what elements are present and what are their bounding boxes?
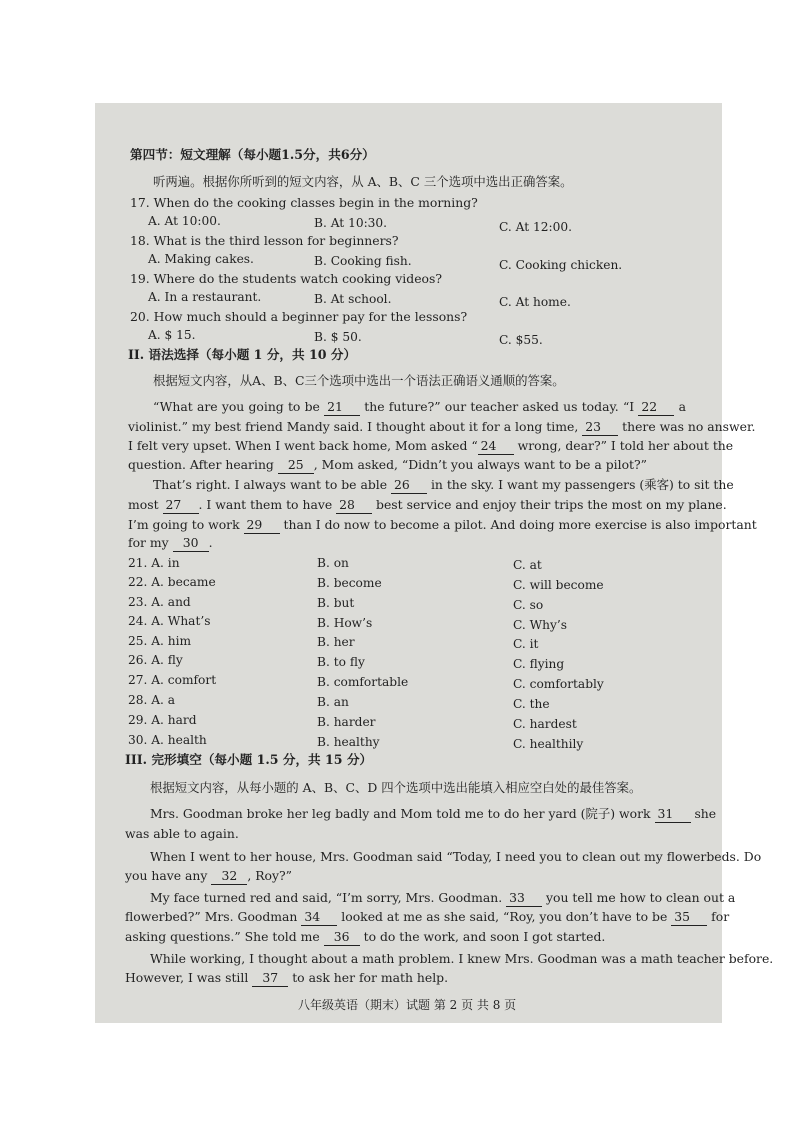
grammar-passage-line-2: violinist.” my best friend Mandy said. I thought about it for a long time, 23 there was no answer. [128,419,756,434]
option-23-c: C. so [513,598,544,612]
option-21-a: 21. A. in [128,556,180,570]
option-30-c: C. healthily [513,737,584,751]
question-17-option-a: A. At 10:00. [148,214,221,228]
option-21-b: B. on [317,556,349,570]
blank-33: 33 [506,890,542,907]
option-28-a: 28. A. a [128,693,176,707]
option-29-b: B. harder [317,715,376,729]
question-18-option-a: A. Making cakes. [148,252,254,266]
option-29-a: 29. A. hard [128,713,197,727]
section3-instruction: 根据短文内容，从每小题的 A、B、C、D 四个选项中选出能填入相应空白处的最佳答案。 [150,780,642,795]
option-22-a: 22. A. became [128,575,216,589]
grammar-passage-line-5: That’s right. I always want to be able 26 in the sky. I want my passengers (乘客) to sit the [153,477,734,492]
cloze-passage-line-8: While working, I thought about a math problem. I knew Mrs. Goodman was a math teacher before. [150,951,774,966]
option-21-c: C. at [513,558,542,572]
question-18-option-b: B. Cooking fish. [314,254,412,268]
section2-instruction: 根据短文内容，从A、B、C三个选项中选出一个语法正确语义通顺的答案。 [153,373,565,388]
blank-22: 22 [638,399,674,416]
section2-heading: II. 语法选择（每小题 1 分，共 10 分） [128,347,357,362]
option-25-c: C. it [513,637,539,651]
option-26-c: C. flying [513,657,565,671]
blank-25: 25 [278,457,314,474]
cloze-passage-line-7: asking questions.” She told me 36 to do the work, and soon I got started. [125,929,606,944]
cloze-passage-line-1: Mrs. Goodman broke her leg badly and Mom told me to do her yard (院子) work 31 she [150,806,717,821]
option-24-b: B. How’s [317,616,373,630]
grammar-passage-line-8: for my 30 . [128,535,213,550]
option-30-b: B. healthy [317,735,380,749]
question-19-stem: 19. Where do the students watch cooking videos? [130,271,442,286]
question-17-option-c: C. At 12:00. [499,220,572,234]
option-26-b: B. to fly [317,655,365,669]
cloze-passage-line-5: My face turned red and said, “I’m sorry, Mrs. Goodman. 33 you tell me how to clean out a [150,890,736,905]
blank-26: 26 [391,477,427,494]
option-30-a: 30. A. health [128,733,207,747]
question-20-stem: 20. How much should a beginner pay for the lessons? [130,309,468,324]
option-28-b: B. an [317,695,349,709]
option-25-a: 25. A. him [128,634,192,648]
question-18-option-c: C. Cooking chicken. [499,258,623,272]
option-25-b: B. her [317,635,355,649]
section3-heading: III. 完形填空（每小题 1.5 分，共 15 分） [125,752,373,767]
question-20-option-c: C. $55. [499,333,543,347]
grammar-passage-line-6: most 27 . I want them to have 28 best service and enjoy their trips the most on my plane. [128,497,727,512]
question-19-option-c: C. At home. [499,295,571,309]
option-29-c: C. hardest [513,717,577,731]
option-23-a: 23. A. and [128,595,191,609]
blank-32: 32 [211,868,247,885]
question-17-option-b: B. At 10:30. [314,216,388,230]
grammar-passage-line-4: question. After hearing 25 , Mom asked, “Didn’t you always want to be a pilot?” [128,457,647,472]
blank-34: 34 [301,909,337,926]
question-19-option-b: B. At school. [314,292,392,306]
cloze-passage-line-2: was able to again. [125,826,239,841]
blank-29: 29 [244,517,280,534]
option-27-c: C. comfortably [513,677,604,691]
option-22-c: C. will become [513,578,604,592]
question-20-option-a: A. $ 15. [148,328,196,342]
option-23-b: B. but [317,596,355,610]
blank-35: 35 [671,909,707,926]
option-28-c: C. the [513,697,550,711]
blank-37: 37 [252,970,288,987]
option-22-b: B. become [317,576,382,590]
cloze-passage-line-4: you have any 32 , Roy?” [125,868,292,883]
option-24-c: C. Why’s [513,618,568,632]
option-27-a: 27. A. comfort [128,673,217,687]
grammar-passage-line-7: I’m going to work 29 than I do now to become a pilot. And doing more exercise is also important [128,517,757,532]
option-26-a: 26. A. fly [128,653,183,667]
option-27-b: B. comfortable [317,675,409,689]
cloze-passage-line-6: flowerbed?” Mrs. Goodman 34 looked at me as she said, “Roy, you don’t have to be 35 for [125,909,730,924]
blank-30: 30 [173,535,209,552]
question-20-option-b: B. $ 50. [314,330,362,344]
cloze-passage-line-9: However, I was still 37 to ask her for math help. [125,970,449,985]
page-footer: 八年级英语（期末）试题 第 2 页 共 8 页 [298,998,517,1012]
question-17-stem: 17. When do the cooking classes begin in the morning? [130,195,478,210]
blank-23: 23 [582,419,618,436]
section4-instruction: 听两遍。根据你所听到的短文内容，从 A、B、C 三个选项中选出正确答案。 [153,174,573,189]
grammar-passage-line-3: I felt very upset. When I went back home, Mom asked “ 24 wrong, dear?” I told her about the [128,438,734,453]
blank-27: 27 [163,497,199,514]
section4-heading: 第四节：短文理解（每小题1.5分，共6分） [130,147,375,162]
blank-28: 28 [336,497,372,514]
blank-36: 36 [324,929,360,946]
grammar-passage-line-1: “What are you going to be 21 the future?” our teacher asked us today. “I 22 a [153,399,687,414]
blank-31: 31 [655,806,691,823]
question-19-option-a: A. In a restaurant. [148,290,262,304]
blank-21: 21 [324,399,360,416]
cloze-passage-line-3: When I went to her house, Mrs. Goodman said “Today, I need you to clean out my flowerbeds. Do [150,849,762,864]
question-18-stem: 18. What is the third lesson for beginners? [130,233,399,248]
exam-page [95,103,774,1023]
option-24-a: 24. A. What’s [128,614,211,628]
blank-24: 24 [478,438,514,455]
